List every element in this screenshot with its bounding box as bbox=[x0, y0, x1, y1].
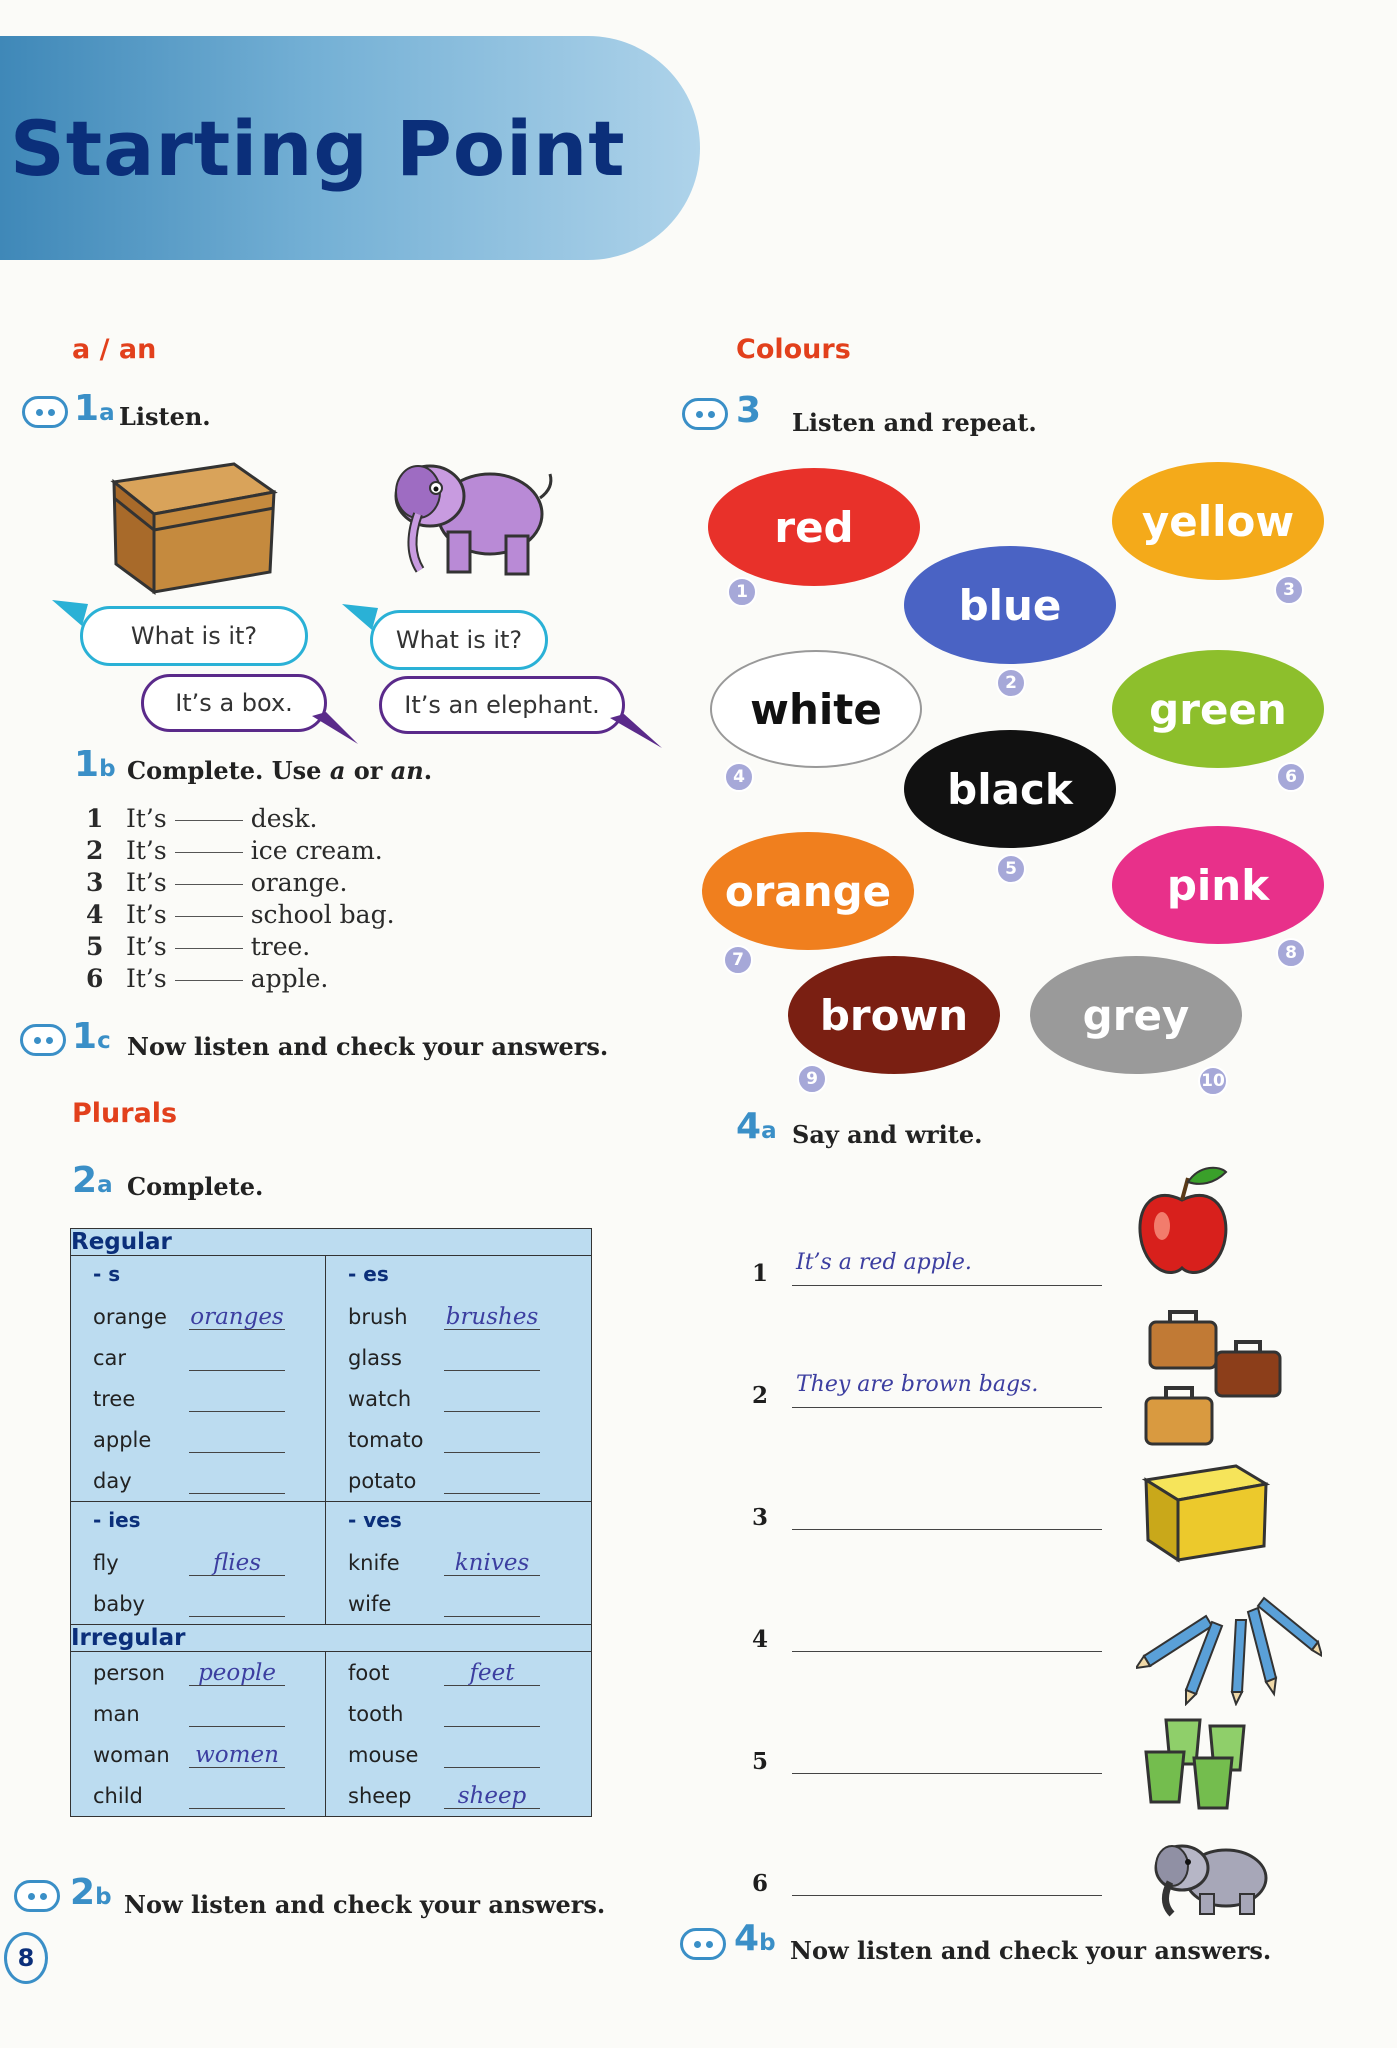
blue-pencils-illustration bbox=[1136, 1586, 1322, 1706]
answer-field[interactable] bbox=[189, 1345, 285, 1371]
answer-field[interactable]: brushes bbox=[445, 1303, 539, 1330]
colour-oval-black: black bbox=[904, 730, 1116, 848]
answer-blank[interactable] bbox=[175, 820, 243, 821]
answer-field[interactable] bbox=[189, 1701, 285, 1727]
red-apple-illustration bbox=[1130, 1160, 1234, 1284]
column-header: - ies bbox=[93, 1508, 141, 1532]
exercise-number-4a: 4a bbox=[736, 1106, 777, 1147]
colour-oval-red: red bbox=[708, 468, 920, 586]
elephant-illustration bbox=[378, 452, 563, 587]
exercise-instruction: Now listen and check your answers. bbox=[127, 1032, 609, 1061]
grey-elephant-illustration bbox=[1146, 1836, 1276, 1920]
table-row: car bbox=[71, 1337, 325, 1378]
page-title: Starting Point bbox=[10, 104, 626, 193]
colour-number-badge: 7 bbox=[723, 945, 753, 975]
table-row: tomato bbox=[326, 1419, 591, 1460]
table-cell bbox=[71, 1256, 326, 1502]
speech-bubble-answer: It’s an elephant. bbox=[379, 676, 625, 734]
table-row: potato bbox=[326, 1460, 591, 1501]
answer-field[interactable] bbox=[189, 1427, 285, 1453]
colour-number-badge: 10 bbox=[1198, 1066, 1228, 1096]
plurals-table bbox=[70, 1228, 592, 1817]
column-header: - s bbox=[93, 1262, 121, 1286]
speech-bubble-answer: It’s a box. bbox=[141, 674, 327, 732]
table-cell bbox=[326, 1256, 592, 1502]
answer-field[interactable] bbox=[444, 1701, 540, 1727]
table-row: woman women bbox=[71, 1734, 325, 1775]
table-row: watch bbox=[326, 1378, 591, 1419]
answer-field[interactable]: women bbox=[189, 1742, 285, 1768]
item-number: 6 bbox=[752, 1870, 769, 1897]
colour-oval-orange: orange bbox=[702, 832, 914, 950]
list-item: 2 It’s ice cream. bbox=[86, 836, 383, 865]
section-heading-a-an: a / an bbox=[72, 334, 157, 365]
answer-line[interactable]: It’s a red apple. bbox=[792, 1250, 1102, 1286]
colour-number-badge: 1 bbox=[727, 577, 757, 607]
table-row: tooth bbox=[326, 1693, 591, 1734]
green-cups-illustration bbox=[1140, 1712, 1264, 1816]
colour-oval-green: green bbox=[1112, 650, 1324, 768]
answer-field[interactable] bbox=[189, 1468, 285, 1494]
exercise-number-2b: 2b bbox=[70, 1872, 112, 1913]
table-row: wife bbox=[326, 1583, 591, 1624]
table-row: person people bbox=[71, 1652, 325, 1693]
exercise-number-4b: 4b bbox=[734, 1918, 776, 1959]
answer-field[interactable] bbox=[444, 1386, 540, 1412]
table-row: man bbox=[71, 1693, 325, 1734]
exercise-instruction: Complete. bbox=[127, 1172, 264, 1201]
table-row: orange oranges bbox=[93, 1303, 284, 1330]
bubble-tail bbox=[610, 714, 666, 752]
answer-line[interactable] bbox=[792, 1616, 1102, 1652]
colour-number-badge: 2 bbox=[996, 668, 1026, 698]
table-row: glass bbox=[326, 1337, 591, 1378]
list-item: 3 It’s orange. bbox=[86, 868, 348, 897]
item-number: 5 bbox=[752, 1748, 769, 1775]
colour-oval-yellow: yellow bbox=[1112, 462, 1324, 580]
exercise-instruction: Now listen and check your answers. bbox=[124, 1890, 606, 1919]
yellow-box-illustration bbox=[1140, 1458, 1272, 1566]
colour-number-badge: 9 bbox=[797, 1064, 827, 1094]
table-row: day bbox=[71, 1460, 325, 1501]
section-heading-plurals: Plurals bbox=[72, 1098, 178, 1129]
list-item: 6 It’s apple. bbox=[86, 964, 329, 993]
table-row: apple bbox=[71, 1419, 325, 1460]
audio-cd-icon[interactable] bbox=[22, 396, 68, 428]
answer-field[interactable] bbox=[444, 1468, 540, 1494]
answer-line[interactable]: They are brown bags. bbox=[792, 1372, 1102, 1408]
column-header: - es bbox=[348, 1262, 389, 1286]
audio-cd-icon[interactable] bbox=[682, 398, 728, 430]
speech-bubble-question: What is it? bbox=[370, 610, 548, 670]
table-cell bbox=[71, 1652, 326, 1817]
answer-line[interactable] bbox=[792, 1494, 1102, 1530]
answer-field[interactable] bbox=[189, 1591, 285, 1617]
answer-blank[interactable] bbox=[175, 852, 243, 853]
colour-number-badge: 5 bbox=[996, 854, 1026, 884]
table-row: tree bbox=[71, 1378, 325, 1419]
answer-blank[interactable] bbox=[175, 884, 243, 885]
table-row: brush brushes bbox=[348, 1303, 539, 1330]
answer-blank[interactable] bbox=[175, 948, 243, 949]
item-number: 2 bbox=[752, 1382, 769, 1409]
exercise-number-3: 3 bbox=[736, 390, 762, 431]
colour-number-badge: 3 bbox=[1274, 575, 1304, 605]
list-item: 4 It’s school bag. bbox=[86, 900, 395, 929]
answer-field[interactable] bbox=[444, 1742, 540, 1768]
exercise-1b-list bbox=[86, 804, 395, 996]
answer-field[interactable] bbox=[189, 1386, 285, 1412]
colour-number-badge: 6 bbox=[1276, 762, 1306, 792]
bubble-tail bbox=[312, 712, 362, 748]
answer-blank[interactable] bbox=[175, 916, 243, 917]
exercise-instruction: Say and write. bbox=[792, 1120, 983, 1149]
answer-line[interactable] bbox=[792, 1738, 1102, 1774]
exercise-instruction: Listen and repeat. bbox=[792, 408, 1037, 437]
exercise-instruction: Now listen and check your answers. bbox=[790, 1936, 1272, 1965]
exercise-number-1c: 1c bbox=[72, 1016, 111, 1057]
exercise-instruction: Complete. Use a or an. bbox=[127, 756, 433, 785]
table-cell bbox=[326, 1652, 592, 1817]
item-number: 1 bbox=[752, 1260, 769, 1287]
table-header-irregular: Irregular bbox=[71, 1625, 592, 1652]
item-number: 3 bbox=[752, 1504, 769, 1531]
list-item: 1 It’s desk. bbox=[86, 804, 318, 833]
table-cell bbox=[326, 1502, 592, 1625]
colour-oval-brown: brown bbox=[788, 956, 1000, 1074]
answer-field[interactable] bbox=[444, 1591, 540, 1617]
brown-bags-illustration bbox=[1140, 1300, 1290, 1452]
table-row: fly flies bbox=[71, 1542, 325, 1583]
page-number: 8 bbox=[4, 1932, 48, 1984]
answer-field[interactable] bbox=[189, 1783, 285, 1809]
colour-oval-grey: grey bbox=[1030, 956, 1242, 1074]
table-row: knife knives bbox=[326, 1542, 591, 1583]
answer-line[interactable] bbox=[792, 1860, 1102, 1896]
exercise-instruction: Listen. bbox=[119, 402, 211, 431]
colour-oval-blue: blue bbox=[904, 546, 1116, 664]
table-row: foot feet bbox=[326, 1652, 591, 1693]
exercise-number-1a: 1a bbox=[74, 388, 115, 429]
table-row: child bbox=[71, 1775, 325, 1816]
section-heading-colours: Colours bbox=[736, 334, 851, 365]
table-header-regular: Regular bbox=[71, 1229, 592, 1256]
answer-blank[interactable] bbox=[175, 980, 243, 981]
colour-number-badge: 8 bbox=[1276, 938, 1306, 968]
answer-field[interactable]: feet bbox=[444, 1660, 540, 1686]
item-number: 4 bbox=[752, 1626, 769, 1653]
answer-field[interactable]: oranges bbox=[190, 1303, 284, 1330]
table-row: sheep sheep bbox=[326, 1775, 591, 1816]
box-illustration bbox=[104, 452, 279, 600]
answer-field[interactable] bbox=[444, 1345, 540, 1371]
colour-oval-pink: pink bbox=[1112, 826, 1324, 944]
answer-field[interactable] bbox=[444, 1427, 540, 1453]
exercise-number-2a: 2a bbox=[72, 1160, 113, 1201]
list-item: 5 It’s tree. bbox=[86, 932, 311, 961]
colour-number-badge: 4 bbox=[724, 762, 754, 792]
audio-cd-icon[interactable] bbox=[20, 1024, 66, 1056]
table-row: baby bbox=[71, 1583, 325, 1624]
answer-field[interactable]: sheep bbox=[444, 1783, 540, 1809]
audio-cd-icon[interactable] bbox=[14, 1880, 60, 1912]
table-row: mouse bbox=[326, 1734, 591, 1775]
answer-field[interactable]: flies bbox=[189, 1550, 285, 1576]
speech-bubble-question: What is it? bbox=[80, 606, 308, 666]
answer-field[interactable]: people bbox=[189, 1660, 285, 1686]
answer-field[interactable]: knives bbox=[444, 1550, 540, 1576]
table-cell bbox=[71, 1502, 326, 1625]
colour-oval-white: white bbox=[710, 650, 922, 768]
exercise-number-1b: 1b bbox=[74, 744, 116, 785]
audio-cd-icon[interactable] bbox=[680, 1928, 726, 1960]
column-header: - ves bbox=[348, 1508, 402, 1532]
